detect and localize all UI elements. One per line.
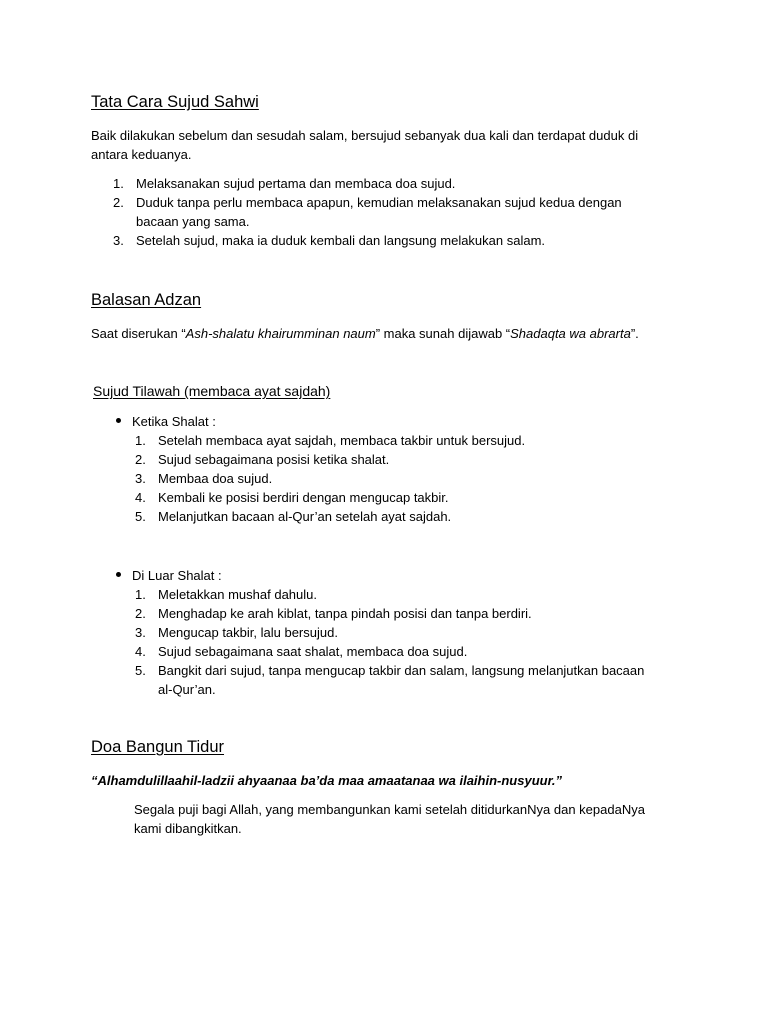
list-number: 1. — [135, 587, 146, 602]
section-title-doa-bangun-tidur: Doa Bangun Tidur — [91, 738, 225, 756]
list-text: Duduk tanpa perlu membaca apapun, kemudian melaksanakan sujud kedua dengan bacaan yang sama. — [136, 195, 622, 229]
list-text: Melaksanakan sujud pertama dan membaca doa sujud. — [136, 176, 456, 191]
doa-translation: Segala puji bagi Allah, yang membangunkan kami setelah ditidurkanNya dan kepadaNya kami dibangkitkan. — [134, 802, 645, 836]
list-text: Kembali ke posisi berdiri dengan mengucap takbir. — [158, 490, 449, 505]
list-item — [135, 507, 658, 526]
list-text: Mengucap takbir, lalu bersujud. — [158, 625, 338, 640]
list-number: 5. — [135, 663, 146, 678]
list-item — [113, 231, 666, 250]
bullet-icon — [116, 572, 121, 577]
list-number: 3. — [135, 625, 146, 640]
list-text: Membaa doa sujud. — [158, 471, 273, 486]
list-item — [135, 661, 658, 699]
list-text: Menghadap ke arah kiblat, tanpa pindah posisi dan tanpa berdiri. — [158, 606, 532, 621]
list-item — [135, 623, 658, 642]
list-text: Sujud sebagaimana posisi ketika shalat. — [158, 452, 390, 467]
text-segment: ”. — [630, 326, 639, 341]
list-item — [135, 450, 658, 469]
list-text: Meletakkan mushaf dahulu. — [158, 587, 317, 602]
list-item — [135, 642, 658, 661]
list-text: Melanjutkan bacaan al-Qur’an setelah ayat sajdah. — [158, 509, 452, 524]
list-item — [113, 193, 666, 231]
list-text: Sujud sebagaimana saat shalat, membaca doa sujud. — [158, 644, 468, 659]
list-number: 2. — [135, 606, 146, 621]
adzan-phrase: Ash-shalatu khairumminan naum — [185, 326, 376, 341]
list-number: 1. — [135, 433, 146, 448]
section-title-sujud-tilawah: Sujud Tilawah (membaca ayat sajdah) — [93, 383, 331, 399]
bullet-icon — [116, 418, 121, 423]
bullet-label: Di Luar Shalat : — [132, 568, 222, 583]
text-segment: ” maka sunah dijawab “ — [375, 326, 511, 341]
ketika-shalat-steps — [135, 431, 658, 526]
doa-latin-text: “Alhamdulillaahil-ladzii ahyaanaa ba’da maa amaatanaa wa ilaihin-nusyuur.” — [91, 773, 563, 788]
bullet-ketika-shalat — [116, 412, 216, 431]
list-item — [135, 488, 658, 507]
answer-phrase: Shadaqta wa abrarta — [510, 326, 631, 341]
text-segment: Saat diserukan “ — [91, 326, 186, 341]
list-number: 4. — [135, 490, 146, 505]
list-number: 3. — [113, 233, 124, 248]
section-title-sujud-sahwi: Tata Cara Sujud Sahwi — [91, 93, 259, 111]
list-item — [113, 174, 666, 193]
list-number: 5. — [135, 509, 146, 524]
list-number: 3. — [135, 471, 146, 486]
bullet-di-luar-shalat — [116, 566, 222, 585]
bullet-label: Ketika Shalat : — [132, 414, 216, 429]
list-number: 2. — [135, 452, 146, 467]
sujud-sahwi-steps — [113, 174, 666, 250]
list-text: Bangkit dari sujud, tanpa mengucap takbir dan salam, langsung melanjutkan bacaan al-Qur’an. — [158, 663, 645, 697]
list-item — [135, 604, 658, 623]
section-title-balasan-adzan: Balasan Adzan — [91, 291, 202, 309]
list-item — [135, 431, 658, 450]
di-luar-shalat-steps — [135, 585, 658, 699]
list-text: Setelah membaca ayat sajdah, membaca takbir untuk bersujud. — [158, 433, 526, 448]
list-text: Setelah sujud, maka ia duduk kembali dan langsung melakukan salam. — [136, 233, 546, 248]
list-item — [135, 469, 658, 488]
list-number: 1. — [113, 176, 124, 191]
sujud-sahwi-intro: Baik dilakukan sebelum dan sesudah salam, bersujud sebanyak dua kali dan terdapat duduk di antara keduanya. — [91, 128, 639, 162]
balasan-adzan-text — [91, 324, 671, 343]
list-number: 4. — [135, 644, 146, 659]
list-number: 2. — [113, 195, 124, 210]
list-item — [135, 585, 658, 604]
